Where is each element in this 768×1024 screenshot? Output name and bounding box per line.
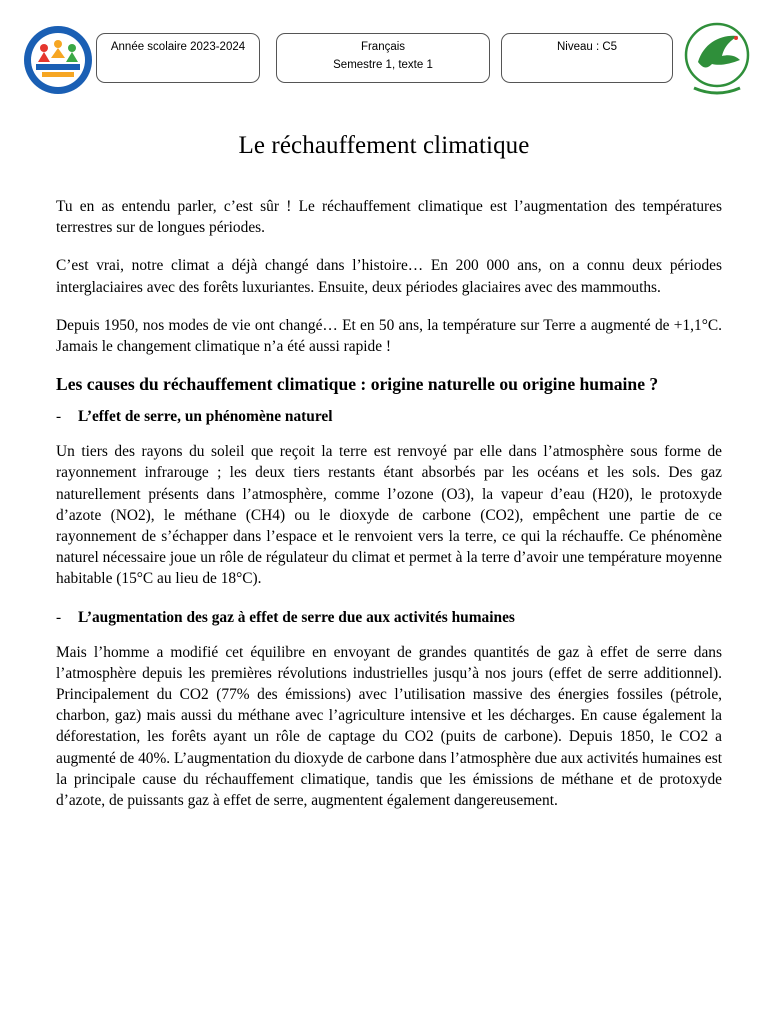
page-title: Le réchauffement climatique [238,132,530,159]
bullet-dash: - [56,408,62,426]
subject-text: Français [360,41,406,53]
colibri-move-logo [684,22,750,98]
intro-paragraph-2: C’est vrai, notre climat a déjà changé dans l’histoire… En 200 000 ans, on a connu deux périodes interglaciaires avec des forêts luxuriantes. Ensuite, deux périodes glaciaires avec des mammouths. [56,257,722,296]
alexandre-junior-logo [22,24,94,96]
subsection-heading-1 [56,406,722,427]
subsection-heading-2-text: L’augmentation des gaz à effet de serre due aux activités humaines [78,608,515,626]
school-year-box [96,33,260,83]
intro-paragraph-1: Tu en as entendu parler, c’est sûr ! Le réchauffement climatique est l’augmentation des températures terrestres sur de longues périodes. [56,198,722,237]
subject-box [276,33,490,83]
intro-paragraph-3: Depuis 1950, nos modes de vie ont changé… Et en 50 ans, la température sur Terre a augmenté de +1,1°C. Jamais le changement climatique n’a été aussi rapide ! [56,316,722,356]
semester-text: Semestre 1, texte 1 [333,59,433,71]
level-text: Niveau : C5 [556,41,618,53]
page-header [0,22,768,102]
subsection-heading-2 [56,607,722,628]
section-heading: Les causes du réchauffement climatique : origine naturelle ou origine humaine ? [56,374,659,395]
school-year-text: Année scolaire 2023-2024 [110,41,246,53]
bullet-dash: - [56,608,62,626]
level-box [501,33,673,83]
subsection-2-paragraph: Mais l’homme a modifié cet équilibre en envoyant de grandes quantités de gaz à effet de serre dans l’atmosphère depuis les premières révolutions industrielles jusqu’à nos jours (effet de serre additionnel). Principalement du CO2 (77% des émissions) avec l’utilisation massive des énergies fossiles (pétrole, charbon, gaz) mais aussi du méthane avec l’agriculture intensive et les décharges. En cause également la déforestation, les forêts ayant un rôle de captage du CO2 (puits de carbone). Depuis 1850, le CO2 a augmenté de 40%. L’augmentation du dioxyde de carbone dans l’atmosphère due aux activités humaines est la principale cause du réchauffement climatique, tandis que les émissions de méthane et de protoxyde d’azote, de puissants gaz à effet de serre, augmentent également dangereusement. [56,643,722,810]
document-body [56,196,722,828]
subsection-heading-1-text: L’effet de serre, un phénomène naturel [78,408,333,426]
subsection-1-paragraph: Un tiers des rayons du soleil que reçoit la terre est renvoyé par elle dans l’atmosphère sous forme de rayonnement infrarouge ; les deux tiers restants étant absorbés par les océans et les sols. Des gaz naturellement présents dans l’atmosphère, comme l’ozone (O3), la vapeur d’eau (H20), le protoxyde d’azote (NO2), le méthane (CH4) ou le dioxyde de carbone (CO2), empêchent une partie de ce rayonnement de s’échapper dans l’espace et le renvoient vers la terre, ce qui la réchauffe. Ce phénomène naturel nécessaire joue un rôle de régulateur du climat et permet à la terre d’avoir une température moyenne habitable (15°C au lieu de 18°C). [56,443,722,588]
